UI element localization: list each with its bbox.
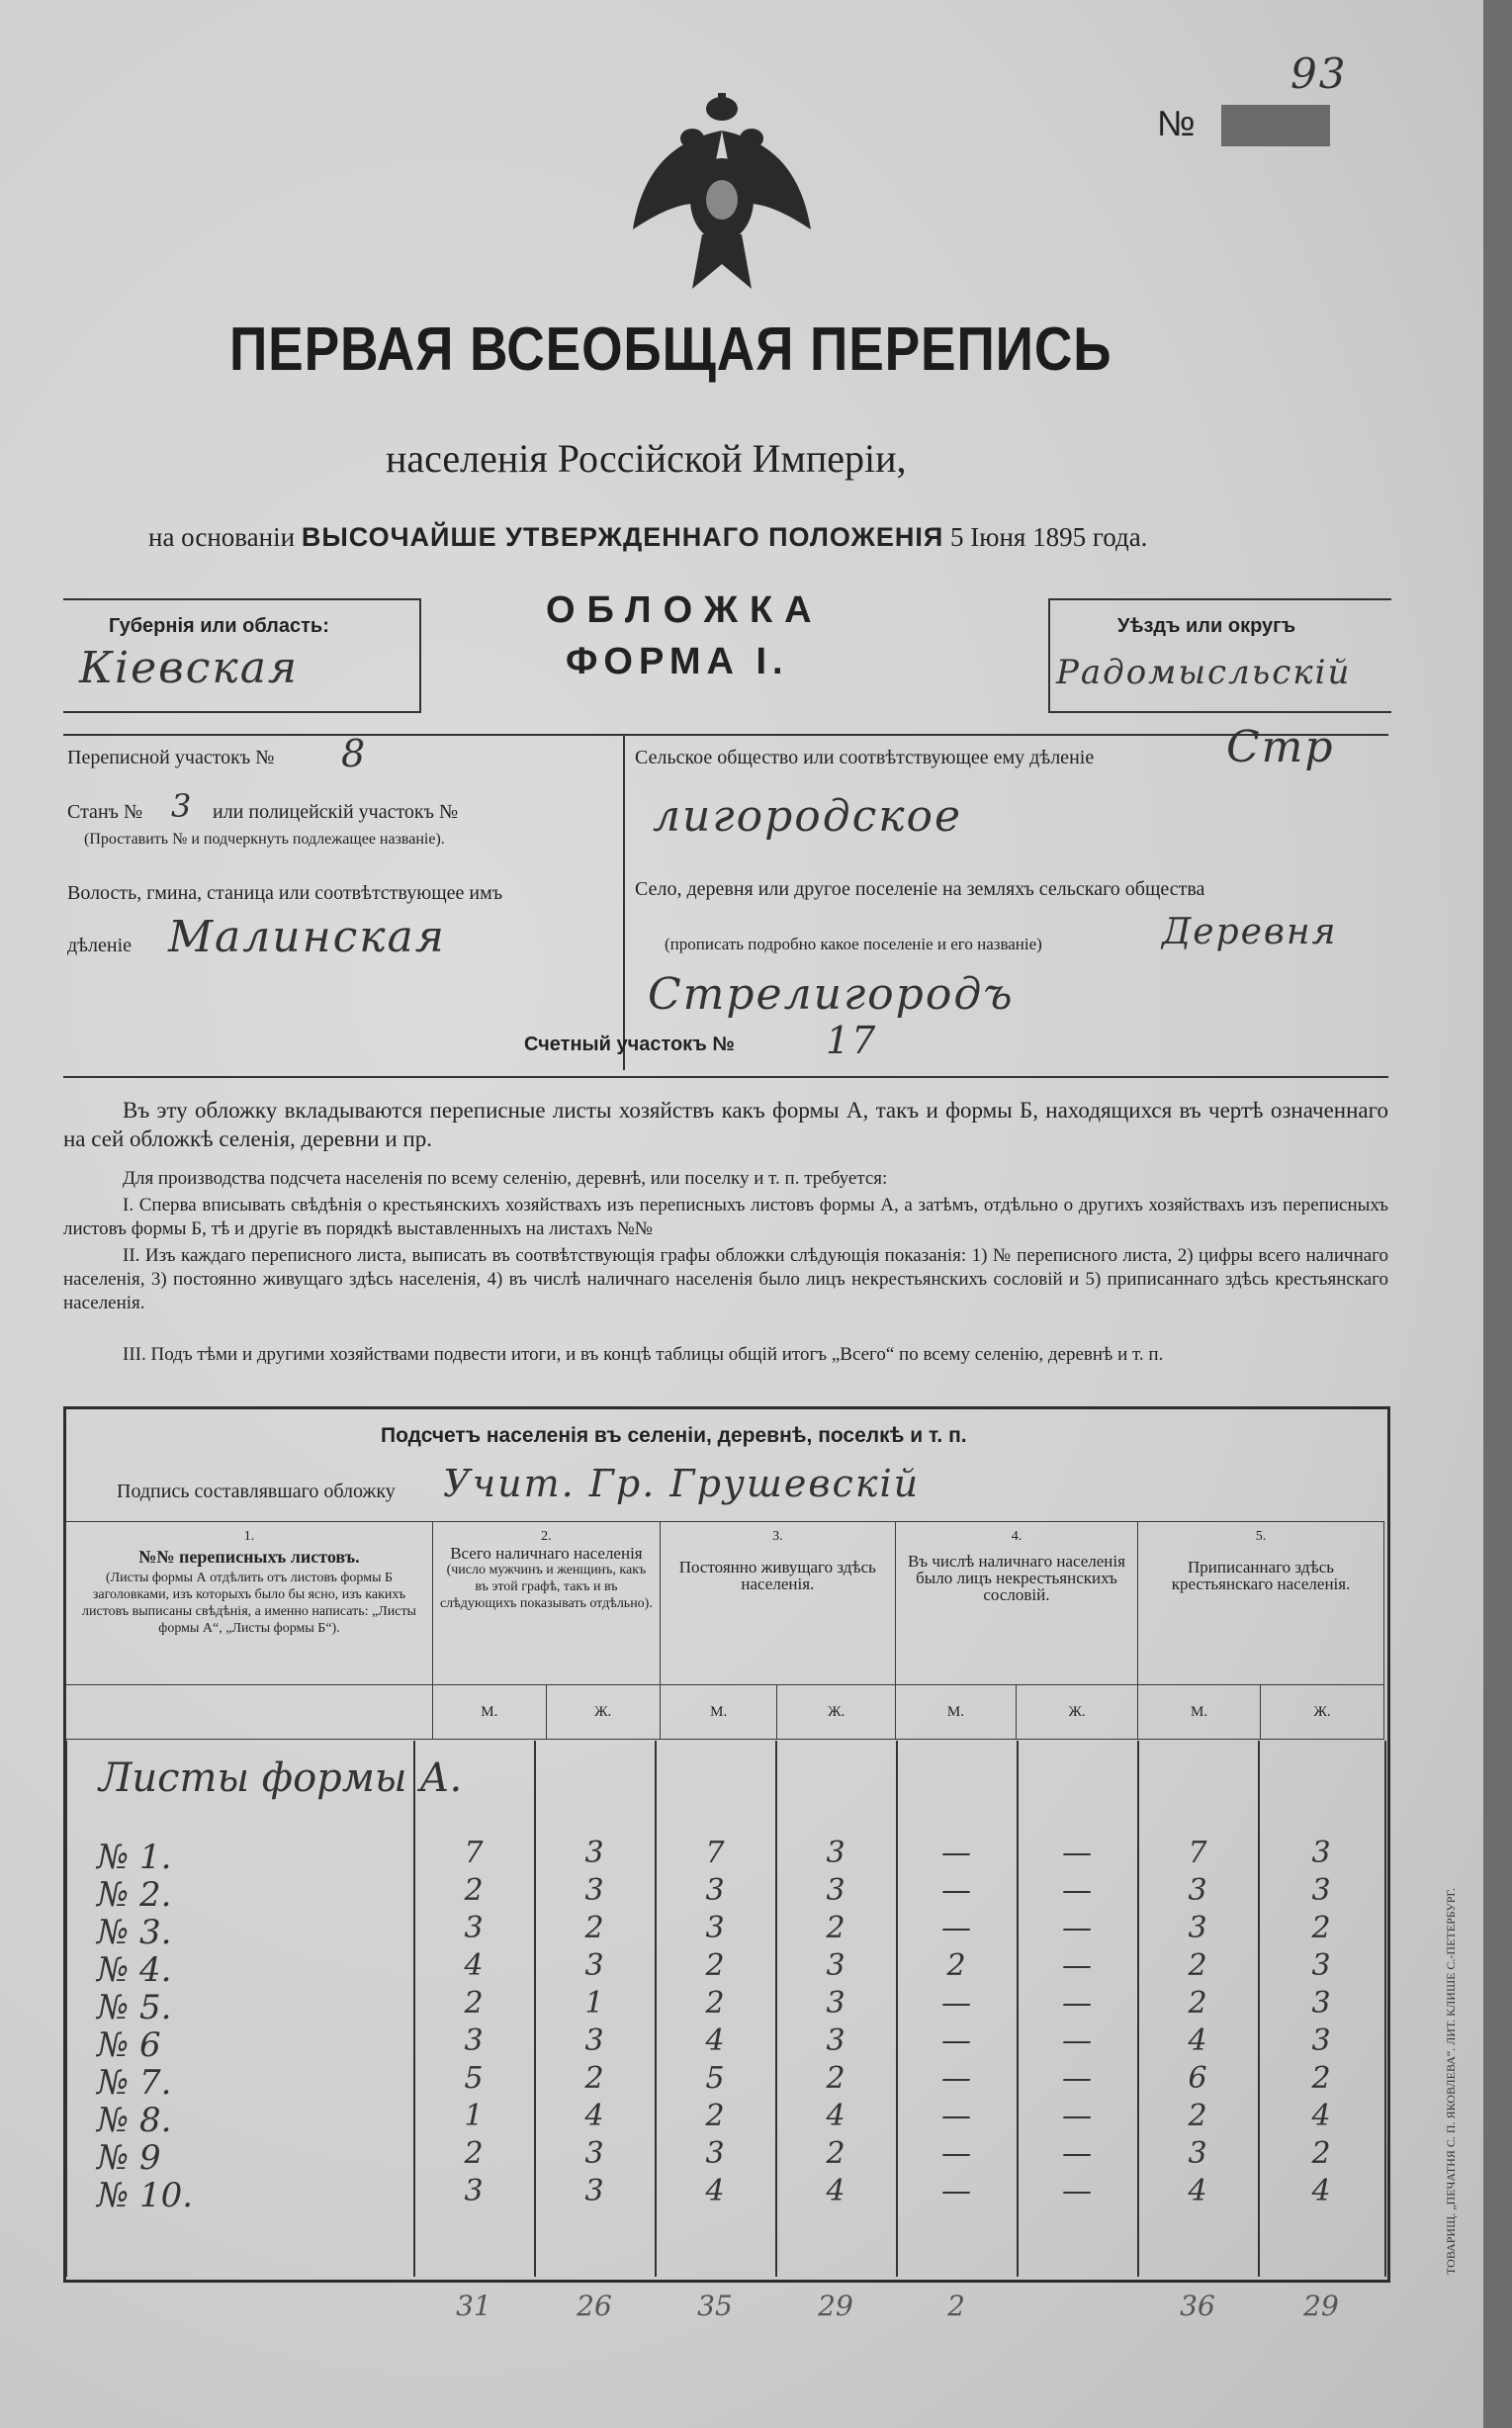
total-value: 35 (697, 2290, 733, 2322)
number-stamp-box (1221, 105, 1330, 146)
cell-value: 1 (464, 2099, 484, 2133)
row-sheet-number: № 10. (97, 2176, 194, 2215)
col1-header (66, 1522, 433, 1685)
cell-value: 6 (1188, 2061, 1207, 2096)
cell-value: 2 (1188, 2099, 1207, 2133)
col2-num: 2. (541, 1529, 552, 1544)
cell-value: 3 (584, 1836, 604, 1870)
uchastok-value: 8 (341, 732, 368, 775)
total-value: 26 (577, 2290, 612, 2322)
volost-label: Волость, гмина, станица или соотвѣтствующее имъ (67, 882, 503, 904)
col4-title: Въ числѣ наличнаго населенія было лицъ некрестьянскихъ сословій. (907, 1552, 1125, 1604)
cell-value: 4 (826, 2174, 845, 2208)
total-value: 36 (1180, 2290, 1215, 2322)
cell-value: 3 (584, 2174, 604, 2208)
table-title: Подсчетъ населенія въ селеніи, деревнѣ, поселкѣ и т. п. (381, 1424, 967, 1447)
cell-value: — (1062, 1948, 1092, 1983)
legal-basis-suffix: 5 Іюня 1895 года. (950, 522, 1148, 552)
col2-title: Всего наличнаго населенія (450, 1544, 643, 1563)
cell-value: 2 (584, 2061, 604, 2096)
cell-value: 5 (464, 2061, 484, 2096)
cell-value: 3 (464, 2174, 484, 2208)
legal-basis-prefix: на основаніи (148, 522, 296, 552)
col4-f-header: Ж. (1017, 1685, 1138, 1740)
number-value: 93 (1290, 49, 1348, 98)
cell-value: 4 (826, 2099, 845, 2133)
cell-value: 3 (705, 1911, 725, 1945)
section-bottom-rule (63, 1076, 1388, 1078)
gubernia-value: Кіевская (79, 643, 300, 693)
cell-value: — (941, 2023, 971, 2058)
uchastok-label: Переписной участокъ № (67, 747, 275, 768)
total-value: 31 (456, 2290, 491, 2322)
cell-value: 3 (1311, 1836, 1331, 1870)
cell-value: 4 (1188, 2023, 1207, 2058)
cell-value: 2 (705, 1986, 725, 2021)
col3-num: 3. (772, 1529, 783, 1544)
cell-value: — (941, 2174, 971, 2208)
cell-value: 4 (1188, 2174, 1207, 2208)
cell-value: — (1062, 2023, 1092, 2058)
cell-value: 5 (705, 2061, 725, 2096)
cell-value: 2 (464, 1986, 484, 2021)
sel-obsh-label: Сельское общество или соотвѣтствующее ему дѣленіе (635, 747, 1095, 768)
row-sheet-number: № 4. (97, 1950, 172, 1990)
cell-value: 7 (705, 1836, 725, 1870)
uezd-value: Радомысльскій (1056, 653, 1352, 692)
cell-value: 3 (826, 1873, 845, 1908)
cell-value: 4 (705, 2023, 725, 2058)
oblozhka-heading: ОБЛОЖКА (546, 589, 824, 631)
cell-value: — (941, 2099, 971, 2133)
cell-value: 3 (1311, 1873, 1331, 1908)
col2-m-header: М. (433, 1685, 547, 1740)
cell-value: 2 (826, 1911, 845, 1945)
instructions-p5: III. Подъ тѣми и другими хозяйствами подвести итоги, и въ концѣ таблицы общій итогъ „Всего“ по всему селенію, деревнѣ и т. п. (123, 1344, 1164, 1365)
cell-value: 1 (584, 1986, 604, 2021)
col3-header (660, 1522, 895, 1685)
cell-value: — (1062, 2061, 1092, 2096)
selo-label: Село, деревня или другое поселеніе на земляхъ сельскаго общества (635, 878, 1205, 900)
cell-value: 7 (1188, 1836, 1207, 1870)
schetny-value: 17 (826, 1019, 878, 1062)
cell-value: 2 (946, 1948, 966, 1983)
cell-value: 4 (464, 1948, 484, 1983)
cell-value: 2 (464, 2136, 484, 2171)
cell-value: — (1062, 2174, 1092, 2208)
cell-value: — (1062, 1911, 1092, 1945)
uezd-label: Уѣздъ или округъ (1117, 615, 1296, 637)
cell-value: 3 (584, 1948, 604, 1983)
col3-m-header: М. (660, 1685, 777, 1740)
cell-value: 3 (584, 2136, 604, 2171)
col4-num: 4. (1011, 1529, 1023, 1544)
cell-value: 3 (464, 2023, 484, 2058)
total-value: 29 (818, 2290, 853, 2322)
col5-f-header: Ж. (1261, 1685, 1384, 1740)
cell-value: — (941, 1873, 971, 1908)
column-rule (1384, 1741, 1386, 2277)
cell-value: 3 (1188, 2136, 1207, 2171)
instructions-p3: I. Сперва вписывать свѣдѣнія о крестьянскихъ хозяйствахъ изъ переписныхъ листовъ формы А, а затѣмъ, отдѣльно о другихъ хозяйствахъ изъ переписныхъ листовъ формы Б, тѣ и другіе въ порядкѣ выставленныхъ на листахъ №№ (63, 1195, 1388, 1239)
cell-value: — (1062, 1986, 1092, 2021)
section-top-rule (63, 734, 1388, 736)
side-imprint: ТОВАРИЩ. „ПЕЧАТНЯ С. П. ЯКОВЛЕВА“. ЛИТ. КЛИШЕ С.-ПЕТЕРБУРГ. (1444, 1888, 1458, 2275)
cell-value: 2 (826, 2136, 845, 2171)
stan-label: Станъ № (67, 801, 143, 823)
col1-num: 1. (243, 1529, 255, 1544)
cell-value: 3 (705, 2136, 725, 2171)
number-label: № (1157, 103, 1196, 143)
section-label-forma-a: Листы формы А. (99, 1755, 463, 1801)
col2-f-header: Ж. (546, 1685, 660, 1740)
selo-note: (прописать подробно какое поселеніе и его названіе) (665, 935, 1042, 953)
cell-value: 2 (826, 2061, 845, 2096)
selo-value-b: Стрелигородъ (648, 969, 1015, 1020)
section-divider (623, 734, 625, 1070)
cell-value: 4 (1311, 2174, 1331, 2208)
row-sheet-number: № 5. (97, 1988, 172, 2027)
forma-heading: ФОРМА I. (566, 641, 789, 682)
cell-value: — (1062, 2099, 1092, 2133)
cell-value: 2 (1188, 1948, 1207, 1983)
tally-table-header (65, 1521, 1384, 1740)
cell-value: 3 (464, 1911, 484, 1945)
cell-value: 3 (826, 1986, 845, 2021)
col1-note: (Листы формы А отдѣлить отъ листовъ формы Б заголовками, изъ которыхъ было бы ясно, изъ какихъ листовъ выписаны свѣдѣнія, а именно написать: „Листы формы А“, „Листы формы Б“). (82, 1571, 416, 1636)
cell-value: 2 (1311, 1911, 1331, 1945)
col5-title: Приписаннаго здѣсь крестьянскаго населенія. (1171, 1558, 1351, 1593)
cell-value: 3 (1311, 1986, 1331, 2021)
row-sheet-number: № 1. (97, 1838, 172, 1877)
cell-value: 3 (1311, 2023, 1331, 2058)
col1-title: №№ переписныхъ листовъ. (138, 1547, 360, 1567)
cell-value: — (1062, 1873, 1092, 1908)
cell-value: 2 (705, 2099, 725, 2133)
cell-value: — (1062, 2136, 1092, 2171)
cell-value: — (941, 1986, 971, 2021)
sel-obsh-value-b: лигородское (653, 791, 963, 842)
schetny-label: Счетный участокъ № (524, 1034, 735, 1055)
cell-value: 2 (1311, 2136, 1331, 2171)
cell-value: 3 (705, 1873, 725, 1908)
police-uchastok-label: или полицейскій участокъ № (213, 801, 459, 823)
cell-value: 3 (584, 1873, 604, 1908)
cell-value: 2 (1188, 1986, 1207, 2021)
col3-f-header: Ж. (777, 1685, 895, 1740)
instructions-p4: II. Изъ каждаго переписного листа, выписать въ соотвѣтствующія графы обложки слѣдующія показанія: 1) № переписного листа, 2) цифры всего наличнаго населенія, 3) постоянно живущаго здѣсь населенія, 4) въ числѣ наличнаго населенія было лицъ некрестьянскихъ сословій и 5) приписаннаго здѣсь крестьянскаго населенія. (63, 1245, 1388, 1313)
gubernia-label: Губернія или область: (109, 615, 329, 637)
legal-basis (148, 522, 1147, 553)
page-subtitle: населенія Россійской Имперіи, (386, 436, 907, 481)
imperial-eagle-emblem (633, 91, 811, 299)
cell-value: — (1062, 1836, 1092, 1870)
cell-value: 4 (705, 2174, 725, 2208)
cell-value: — (941, 2061, 971, 2096)
cell-value: 2 (705, 1948, 725, 1983)
col4-header (895, 1522, 1137, 1685)
cell-value: — (941, 1836, 971, 1870)
signature-label: Подпись составлявшаго обложку (117, 1481, 396, 1502)
cell-value: 4 (584, 2099, 604, 2133)
page-title: ПЕРВАЯ ВСЕОБЩАЯ ПЕРЕПИСЬ (229, 315, 1112, 384)
row-sheet-number: № 3. (97, 1913, 172, 1952)
col5-header (1138, 1522, 1384, 1685)
column-rule (65, 1741, 67, 2277)
cell-value: 3 (584, 2023, 604, 2058)
total-value: 29 (1303, 2290, 1339, 2322)
selo-value-a: Деревня (1162, 912, 1338, 952)
scan-edge (1483, 0, 1512, 2428)
stan-note: (Проставить № и подчеркнуть подлежащее названіе). (84, 831, 445, 848)
row-sheet-number: № 6 (97, 2025, 161, 2065)
total-value: 2 (947, 2290, 965, 2322)
cell-value: 2 (584, 1911, 604, 1945)
sel-obsh-value-a: Стр (1226, 722, 1335, 772)
volost-value: Малинская (168, 912, 446, 962)
cell-value: 3 (1188, 1911, 1207, 1945)
row-sheet-number: № 8. (97, 2101, 172, 2140)
stan-value: 3 (171, 787, 194, 825)
cell-value: — (941, 1911, 971, 1945)
cell-value: 2 (464, 1873, 484, 1908)
cell-value: 3 (1311, 1948, 1331, 1983)
row-sheet-number: № 7. (97, 2063, 172, 2103)
row-sheet-number: № 2. (97, 1875, 172, 1915)
col5-m-header: М. (1138, 1685, 1261, 1740)
col2-note: (число мужчинъ и женщинъ, какъ въ этой графѣ, такъ и въ слѣдующихъ показывать отдѣльно). (439, 1563, 653, 1611)
cell-value: 3 (826, 1836, 845, 1870)
col5-num: 5. (1255, 1529, 1267, 1544)
cell-value: 4 (1311, 2099, 1331, 2133)
instructions-p1: Въ эту обложку вкладываются переписные листы хозяйствъ какъ формы А, такъ и формы Б, находящихся въ чертѣ означеннаго на сей обложкѣ селенія, деревни и пр. (63, 1098, 1388, 1151)
cell-value: 3 (1188, 1873, 1207, 1908)
cell-value: 3 (826, 2023, 845, 2058)
signature-value: Учит. Гр. Грушевскій (443, 1462, 921, 1505)
col4-m-header: М. (895, 1685, 1016, 1740)
col1-subheader (66, 1685, 433, 1740)
cell-value: 7 (464, 1836, 484, 1870)
col2-header (433, 1522, 661, 1685)
cell-value: — (941, 2136, 971, 2171)
cell-value: 2 (1311, 2061, 1331, 2096)
cell-value: 3 (826, 1948, 845, 1983)
col3-title: Постоянно живущаго здѣсь населенія. (678, 1558, 876, 1593)
instructions-p2: Для производства подсчета населенія по всему селенію, деревнѣ, или поселку и т. п. требуется: (123, 1168, 888, 1189)
row-sheet-number: № 9 (97, 2138, 161, 2178)
legal-basis-bold: ВЫСОЧАЙШЕ УТВЕРЖДЕННАГО ПОЛОЖЕНІЯ (301, 522, 944, 552)
delenie-label: дѣленіе (67, 935, 133, 956)
